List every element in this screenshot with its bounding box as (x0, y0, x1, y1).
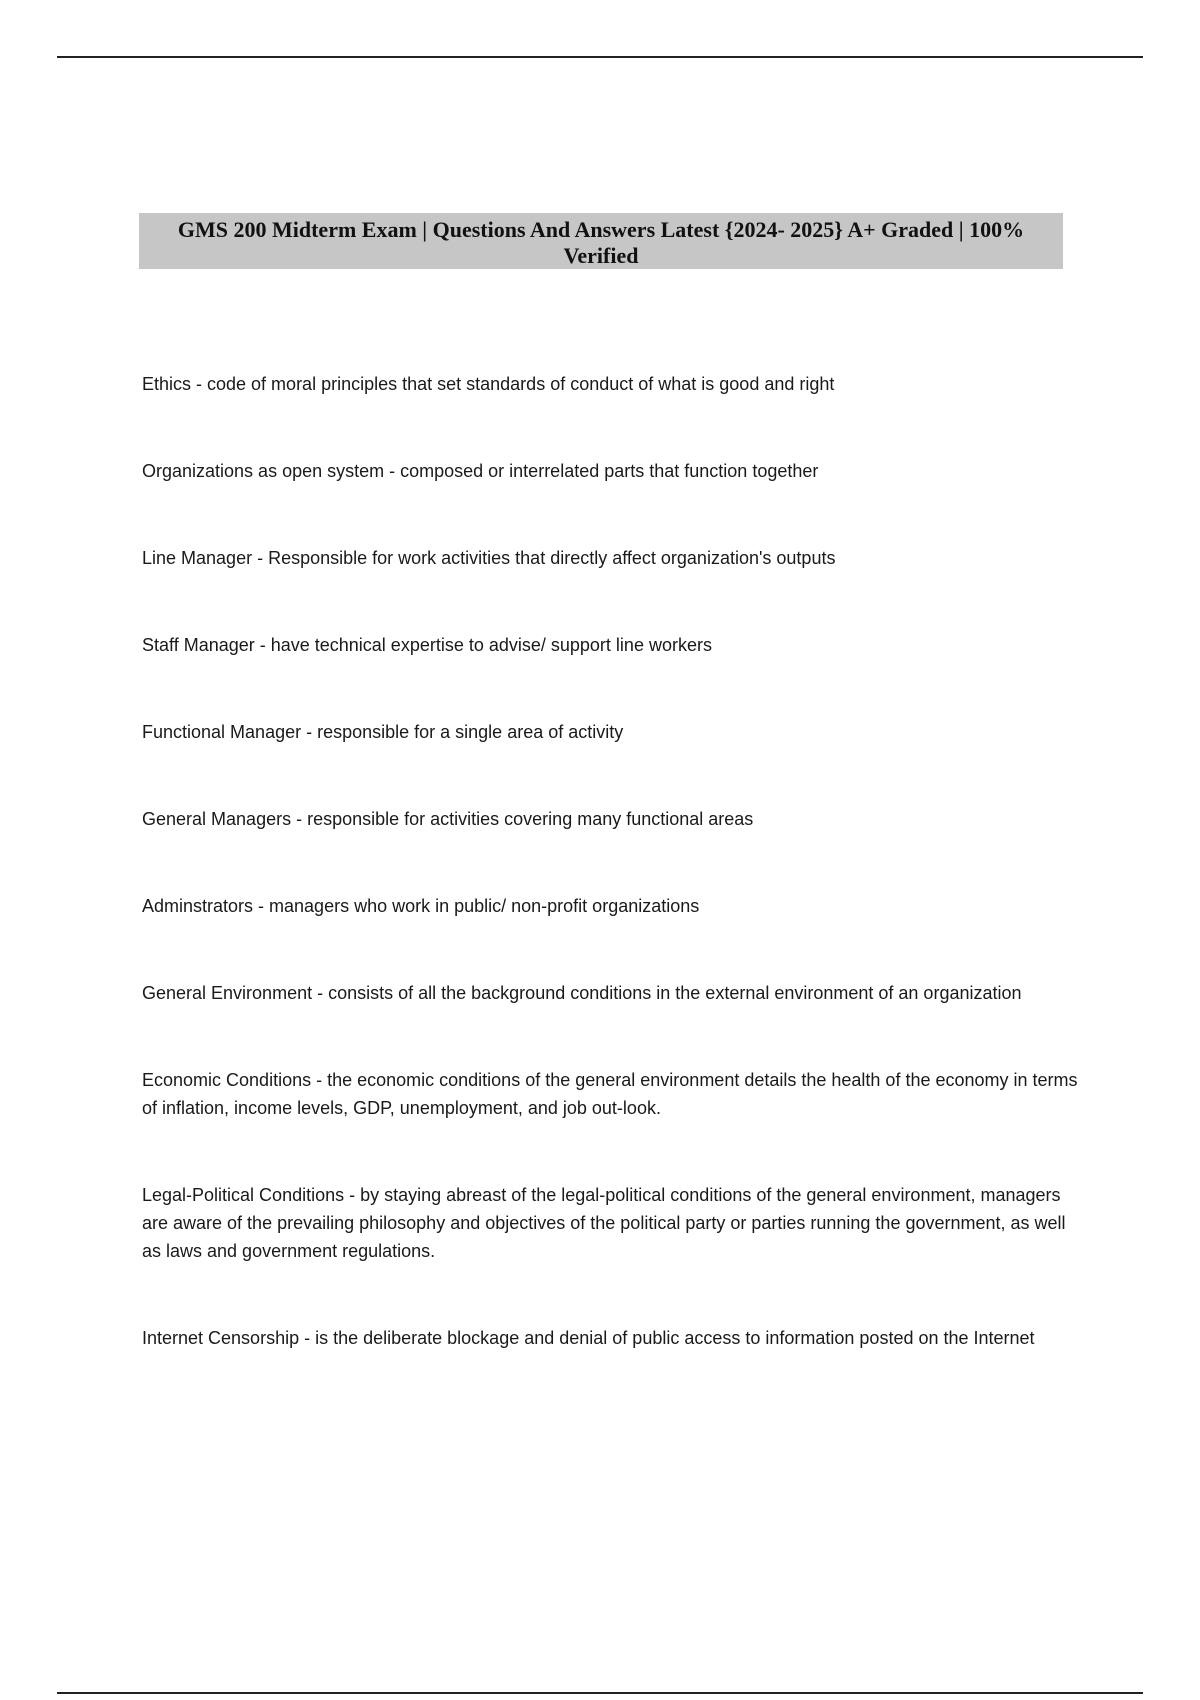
entry-general-managers: General Managers - responsible for activities covering many functional areas (142, 809, 754, 829)
top-rule (57, 56, 1143, 58)
entry-functional-manager: Functional Manager - responsible for a single area of activity (142, 722, 624, 742)
entry-economic-conditions: Economic Conditions - the economic conditions of the general environment details the health of the economy in terms of inflation, income levels, GDP, unemployment, and job out-look. (142, 1070, 1078, 1118)
entry-legal-political-conditions: Legal-Political Conditions - by staying abreast of the legal-political conditions of the general environment, managers are aware of the prevailing philosophy and objectives of the political party or parties running the government, as well as laws and government regulations. (142, 1185, 1066, 1261)
entry-general-environment: General Environment - consists of all the background conditions in the external environment of an organization (142, 983, 1022, 1003)
entry-list (142, 370, 1082, 1411)
entry-adminstrators: Adminstrators - managers who work in public/ non-profit organizations (142, 896, 700, 916)
entry-organizations-open-system: Organizations as open system - composed or interrelated parts that function together (142, 461, 819, 481)
document-title: GMS 200 Midterm Exam | Questions And Answers Latest {2024- 2025} A+ Graded | 100% Verified (139, 213, 1063, 269)
entry-line-manager: Line Manager - Responsible for work activities that directly affect organization's outputs (142, 548, 836, 568)
entry-internet-censorship: Internet Censorship - is the deliberate blockage and denial of public access to information posted on the Internet (142, 1328, 1035, 1348)
entry-staff-manager: Staff Manager - have technical expertise to advise/ support line workers (142, 635, 712, 655)
bottom-rule (57, 1692, 1143, 1694)
entry-ethics: Ethics - code of moral principles that set standards of conduct of what is good and right (142, 374, 835, 394)
